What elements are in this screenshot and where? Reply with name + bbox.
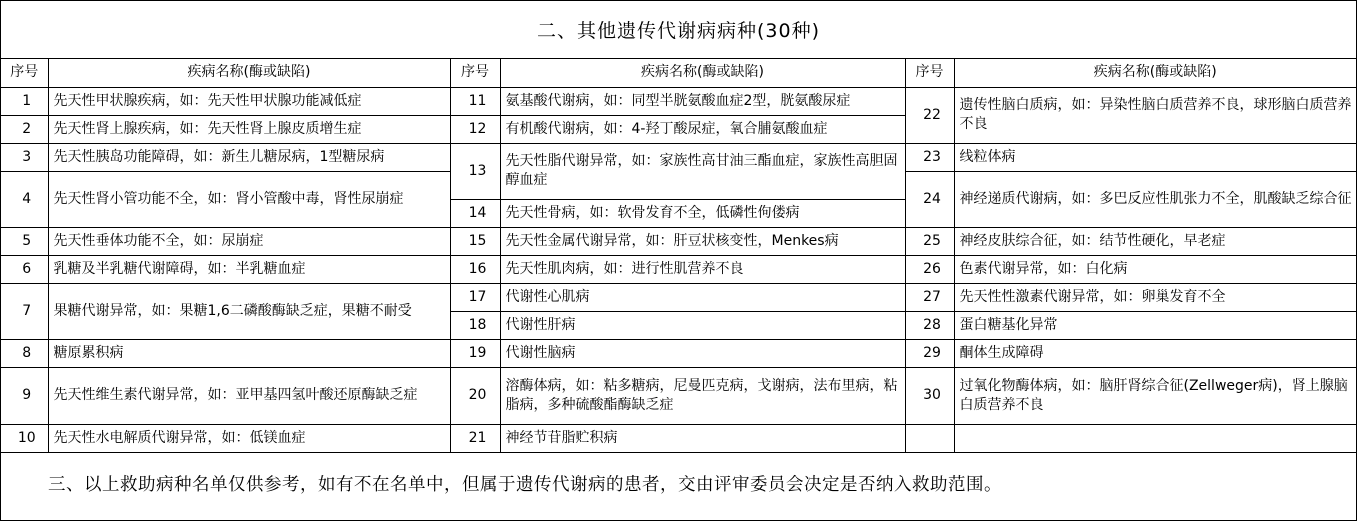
row-number: 6: [1, 255, 48, 283]
disease-name: 代谢性脑病: [500, 339, 905, 367]
row-number: 8: [1, 339, 48, 367]
disease-name: 代谢性心肌病: [500, 283, 905, 311]
row-number: 7: [1, 283, 48, 339]
disease-name: 有机酸代谢病，如：4-羟丁酸尿症，氧合脯氨酸血症: [500, 115, 905, 143]
row-number: 13: [450, 143, 500, 199]
disease-name: 乳糖及半乳糖代谢障碍，如：半乳糖血症: [48, 255, 450, 283]
row-number: 20: [450, 367, 500, 424]
disease-name: 果糖代谢异常，如：果糖1,6二磷酸酶缺乏症，果糖不耐受: [48, 283, 450, 339]
row-number: 1: [1, 87, 48, 115]
row-number: 4: [1, 171, 48, 227]
disease-name: 先天性肾上腺疾病，如：先天性肾上腺皮质增生症: [48, 115, 450, 143]
disease-name: 遗传性脑白质病，如：异染性脑白质营养不良，球形脑白质营养不良: [954, 87, 1356, 143]
empty-cell: [954, 424, 1356, 452]
row-number: 23: [905, 143, 954, 171]
disease-name: 神经递质代谢病，如：多巴反应性肌张力不全，肌酸缺乏综合征: [954, 171, 1356, 227]
table-row: [1, 283, 1356, 311]
disease-name: 蛋白糖基化异常: [954, 311, 1356, 339]
table-row: [1, 87, 1356, 115]
disease-name: 神经节苷脂贮积病: [500, 424, 905, 452]
row-number: 28: [905, 311, 954, 339]
row-number: 17: [450, 283, 500, 311]
row-number: 12: [450, 115, 500, 143]
disease-name: 先天性性激素代谢异常，如：卵巢发育不全: [954, 283, 1356, 311]
table-row: [1, 255, 1356, 283]
disease-table: [1, 59, 1356, 453]
row-number: 18: [450, 311, 500, 339]
row-number: 3: [1, 143, 48, 171]
row-number: 5: [1, 227, 48, 255]
disease-name: 先天性脂代谢异常，如：家族性高甘油三酯血症，家族性高胆固醇血症: [500, 143, 905, 199]
disease-name: 先天性水电解质代谢异常，如：低镁血症: [48, 424, 450, 452]
disease-name: 糖原累积病: [48, 339, 450, 367]
table-row: [1, 227, 1356, 255]
row-number: 16: [450, 255, 500, 283]
row-number: 29: [905, 339, 954, 367]
row-number: 15: [450, 227, 500, 255]
disease-name: 先天性肾小管功能不全，如：肾小管酸中毒，肾性尿崩症: [48, 171, 450, 227]
header-name: 疾病名称(酶或缺陷): [954, 59, 1356, 87]
disease-name: 酮体生成障碍: [954, 339, 1356, 367]
table-row: [1, 339, 1356, 367]
row-number: 14: [450, 199, 500, 227]
disease-name: 先天性维生素代谢异常，如：亚甲基四氢叶酸还原酶缺乏症: [48, 367, 450, 424]
disease-name: 先天性垂体功能不全，如：尿崩症: [48, 227, 450, 255]
header-name: 疾病名称(酶或缺陷): [500, 59, 905, 87]
disease-name: 先天性甲状腺疾病，如：先天性甲状腺功能减低症: [48, 87, 450, 115]
disease-name: 先天性胰岛功能障碍，如：新生儿糖尿病，1型糖尿病: [48, 143, 450, 171]
empty-cell: [905, 424, 954, 452]
table-row: [1, 424, 1356, 452]
footer-note: 三、以上救助病种名单仅供参考，如有不在名单中，但属于遗传代谢病的患者，交由评审委员会决定是否纳入救助范围。: [48, 475, 1002, 495]
disease-name: 代谢性肝病: [500, 311, 905, 339]
row-number: 25: [905, 227, 954, 255]
disease-name: 先天性肌肉病，如：进行性肌营养不良: [500, 255, 905, 283]
row-number: 21: [450, 424, 500, 452]
header-seq: 序号: [905, 59, 954, 87]
disease-name: 氨基酸代谢病，如：同型半胱氨酸血症2型，胱氨酸尿症: [500, 87, 905, 115]
header-seq: 序号: [1, 59, 48, 87]
disease-name: 先天性金属代谢异常，如：肝豆状核变性，Menkes病: [500, 227, 905, 255]
table-header-row: [1, 59, 1356, 87]
disease-name: 过氧化物酶体病，如：脑肝肾综合征(Zellweger病)，肾上腺脑白质营养不良: [954, 367, 1356, 424]
row-number: 30: [905, 367, 954, 424]
row-number: 19: [450, 339, 500, 367]
disease-name: 神经皮肤综合征，如：结节性硬化，早老症: [954, 227, 1356, 255]
row-number: 11: [450, 87, 500, 115]
table-row: [1, 367, 1356, 424]
header-seq: 序号: [450, 59, 500, 87]
row-number: 27: [905, 283, 954, 311]
page-title: 二、其他遗传代谢病病种(30种): [1, 1, 1356, 59]
table-row: [1, 143, 1356, 171]
disease-name: 先天性骨病，如：软骨发育不全，低磷性佝偻病: [500, 199, 905, 227]
row-number: 26: [905, 255, 954, 283]
disease-name: 溶酶体病，如：粘多糖病，尼曼匹克病，戈谢病，法布里病，粘脂病，多种硫酸酯酶缺乏症: [500, 367, 905, 424]
disease-name: 线粒体病: [954, 143, 1356, 171]
row-number: 22: [905, 87, 954, 143]
header-name: 疾病名称(酶或缺陷): [48, 59, 450, 87]
row-number: 2: [1, 115, 48, 143]
row-number: 9: [1, 367, 48, 424]
row-number: 24: [905, 171, 954, 227]
row-number: 10: [1, 424, 48, 452]
disease-name: 色素代谢异常，如：白化病: [954, 255, 1356, 283]
